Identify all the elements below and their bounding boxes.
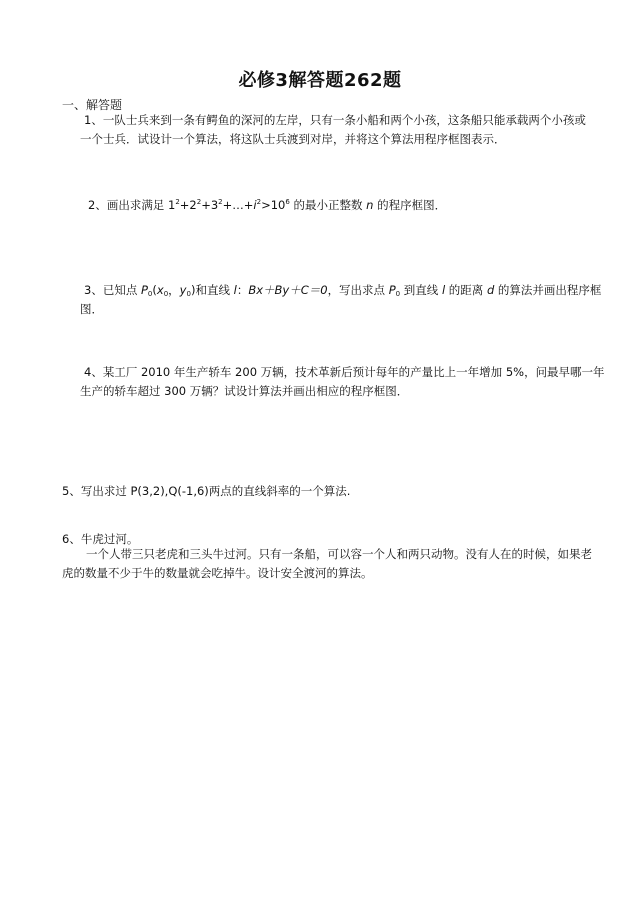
math-var-x: x bbox=[156, 283, 164, 297]
question-4 bbox=[80, 363, 605, 401]
math-paren-close: )和直线 bbox=[190, 283, 234, 297]
question-5-text: 写出求过 P(3,2),Q(-1,6)两点的直线斜率的一个算法. bbox=[80, 484, 351, 498]
math-var-y: y bbox=[179, 283, 187, 297]
math-exponent: 2 bbox=[218, 198, 223, 206]
question-3-text-d: 的距离 bbox=[445, 283, 487, 297]
math-var-n: n bbox=[366, 198, 374, 212]
question-1-text-line2: 一个士兵．试设计一个算法，将这队士兵渡到对岸，并将这个算法用程序框图表示． bbox=[80, 132, 506, 146]
question-2-suffix-a: 的最小正整数 bbox=[289, 198, 367, 212]
question-6-number: 6、 bbox=[62, 532, 81, 546]
math-var-i: i bbox=[253, 198, 257, 212]
question-3-text-line2: 图． bbox=[80, 302, 103, 316]
math-subscript: 0 bbox=[163, 290, 169, 298]
question-3-number: 3、 bbox=[84, 283, 103, 297]
question-1-line1 bbox=[84, 111, 586, 130]
math-exponent: 2 bbox=[175, 198, 180, 206]
question-2-suffix-b: 的程序框图． bbox=[373, 198, 447, 212]
question-5 bbox=[62, 482, 350, 501]
question-3-text-c: 到直线 bbox=[400, 283, 442, 297]
math-subscript: 0 bbox=[147, 290, 153, 298]
math-var-l2: l bbox=[441, 283, 446, 297]
question-5-number: 5、 bbox=[62, 484, 81, 498]
question-2-prefix: 画出求满足 bbox=[106, 198, 168, 212]
question-3-text-a: 已知点 bbox=[102, 283, 141, 297]
question-1-text-line1: 一队士兵来到一条有鳄鱼的深河的左岸，只有一条小船和两个小孩，这条船只能承载两个小孩或 bbox=[102, 113, 586, 127]
page-title: 必修3解答题262题 bbox=[238, 70, 402, 91]
math-paren: ( bbox=[152, 283, 157, 297]
question-4-text-line1: 某工厂 2010 年生产轿车 200 万辆，技术革新后预计每年的产量比上一年增加 5%，问最早哪一年 bbox=[102, 365, 605, 379]
math-term-2: +2 bbox=[179, 198, 197, 212]
question-2 bbox=[88, 196, 446, 215]
question-4-text-line2: 生产的轿车超过 300 万辆？试设计算法并画出相应的程序框图． bbox=[80, 384, 409, 398]
math-var-l: l bbox=[233, 283, 237, 297]
question-1-number: 1、 bbox=[84, 113, 103, 127]
math-term-1: 1 bbox=[167, 198, 176, 212]
question-6-text-line2: 虎的数量不少于牛的数量就会吃掉牛。设计安全渡河的算法。 bbox=[62, 566, 373, 580]
math-comma: ， bbox=[168, 283, 180, 297]
question-1 bbox=[80, 111, 586, 149]
math-exponent: 6 bbox=[285, 198, 290, 206]
section-heading: 一、解答题 bbox=[62, 98, 123, 112]
math-point-p0: P bbox=[388, 283, 396, 297]
math-gt: >10 bbox=[261, 198, 286, 212]
question-6-body bbox=[62, 545, 592, 583]
question-6-title: 牛虎过河。 bbox=[80, 532, 139, 546]
question-2-number: 2、 bbox=[88, 198, 107, 212]
question-3 bbox=[80, 281, 602, 319]
math-var-d: d bbox=[486, 283, 495, 297]
question-3-line1 bbox=[84, 281, 601, 300]
question-4-number: 4、 bbox=[84, 365, 103, 379]
question-4-line1 bbox=[84, 363, 605, 382]
math-exponent: 2 bbox=[196, 198, 202, 206]
math-equation: Bx＋By＋C＝0 bbox=[248, 283, 328, 297]
question-6-text-line1: 一个人带三只老虎和三头牛过河。只有一条船，可以容一个人和两只动物。没有人在的时候，如果老 bbox=[86, 547, 592, 561]
math-exponent: 2 bbox=[256, 198, 262, 206]
math-subscript: 0 bbox=[186, 290, 191, 298]
question-3-text-b: ，写出求点 bbox=[327, 283, 389, 297]
math-subscript: 0 bbox=[395, 290, 401, 298]
question-3-text-e: 的算法并画出程序框 bbox=[494, 283, 602, 297]
math-colon: ： bbox=[236, 283, 249, 297]
math-point-p: P bbox=[140, 283, 148, 297]
math-dots: +…+ bbox=[222, 198, 254, 212]
math-term-3: +3 bbox=[201, 198, 219, 212]
